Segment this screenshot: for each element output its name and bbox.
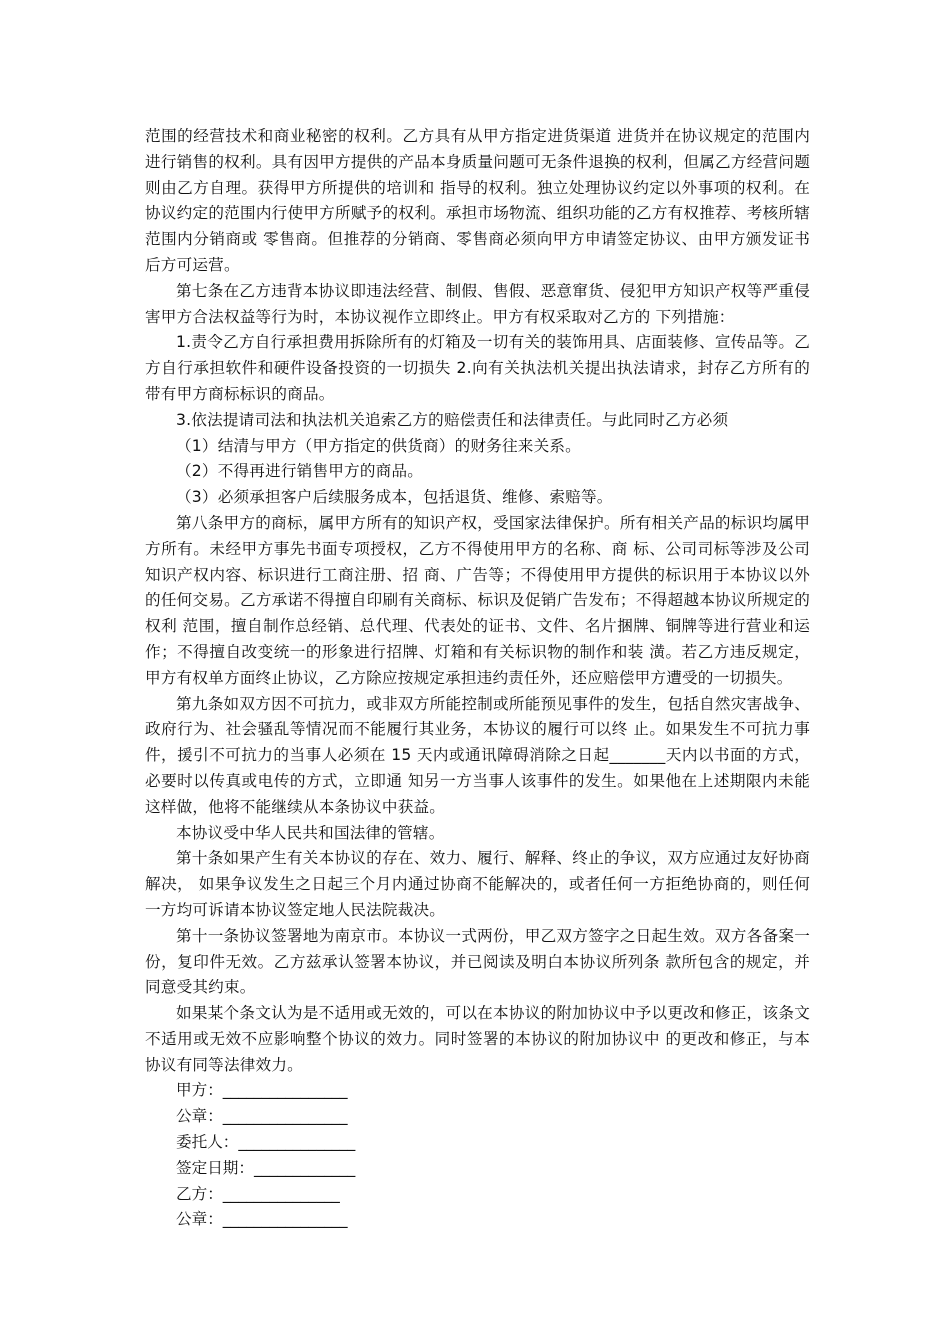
signature-seal-a: 公章：________________ (176, 1107, 348, 1126)
signature-block (145, 1078, 810, 1233)
paragraph-article-11: 第十一条协议签署地为南京市。本协议一式两份，甲乙双方签字之日起生效。双方各备案一份，复印件无效。乙方兹承认签署本协议，并已阅读及明白本协议所列条 款所包含的规定，并同意受其约束。 (145, 926, 810, 997)
list-item-service-costs: （3）必须承担客户后续服务成本，包括退货、维修、索赔等。 (176, 488, 613, 507)
paragraph-measure-3: 3.依法提请司法和执法机关追索乙方的赔偿责任和法律责任。与此同时乙方必须 (176, 410, 729, 429)
paragraph-governing-law: 本协议受中华人民共和国法律的管辖。 (176, 823, 445, 842)
document-body (145, 124, 810, 1233)
paragraph-article-9: 第九条如双方因不可抗力，或非双方所能控制或所能预见事件的发生，包括自然灾害战争、政府行为、社会骚乱等情况而不能履行其业务，本协议的履行可以终 止。如果发生不可抗力事件，援引不可抗力的当事人必须在 15 天内或通讯障碍消除之日起_______天内以书面的方式，必要时以传真或电传的方式，立即通 知另一方当事人该事件的发生。如果他在上述期限内未能这样做，他将不能继续从本条协议中获益。 (145, 694, 810, 816)
paragraph-measure-1-2: 1.责令乙方自行承担费用拆除所有的灯箱及一切有关的装饰用具、店面装修、宣传品等。乙方自行承担软件和硬件设备投资的一切损失 2.向有关执法机关提出执法请求，封存乙方所有的带有甲方商标标识的商品。 (145, 333, 810, 403)
signature-date: 签定日期：_____________ (176, 1158, 356, 1177)
paragraph-article-7: 第七条在乙方违背本协议即违法经营、制假、售假、恶意窜货、侵犯甲方知识产权等严重侵害甲方合法权益等行为时，本协议视作立即终止。甲方有权采取对乙方的 下列措施： (145, 281, 810, 326)
signature-seal-b: 公章：________________ (176, 1210, 348, 1229)
signature-agent: 委托人：_______________ (176, 1133, 356, 1152)
paragraph-article-8: 第八条甲方的商标，属甲方所有的知识产权，受国家法律保护。所有相关产品的标识均属甲方所有。未经甲方事先书面专项授权，乙方不得使用甲方的名称、商 标、公司司标等涉及公司知识产权内容、标识进行工商注册、招 商、广告等；不得使用甲方提供的标识用于本协议以外的任何交易。乙方承诺不得擅自印刷有关商标、标识及促销广告发布；不得超越本协议所规定的权利 范围，擅自制作总经销、总代理、代表处的证书、文件、名片捆牌、铜牌等进行营业和运作；不得擅自改变统一的形象进行招牌、灯箱和有关标识物的制作和装 潢。若乙方违反规定，甲方有权单方面终止协议，乙方除应按规定承担违约责任外，还应赔偿甲方遭受的一切损失。 (145, 513, 810, 687)
paragraph-amendments: 如果某个条文认为是不适用或无效的，可以在本协议的附加协议中予以更改和修正，该条文不适用或无效不应影响整个协议的效力。同时签署的本协议的附加协议中 的更改和修正，与本协议有同等法律效力。 (145, 1004, 810, 1074)
paragraph-rights: 范围的经营技术和商业秘密的权利。乙方具有从甲方指定进货渠道 进货并在协议规定的范围内进行销售的权利。具有因甲方提供的产品本身质量问题可无条件退换的权利，但属乙方经营问题则由乙方自理。获得甲方所提供的培训和 指导的权利。独立处理协议约定以外事项的权利。在协议约定的范围内行使甲方所赋予的权利。承担市场物流、组织功能的乙方有权推荐、考核所辖范围内分销商或 零售商。但推荐的分销商、零售商必须向甲方申请签定协议、由甲方颁发证书后方可运营。 (145, 127, 810, 274)
list-item-no-sales: （2）不得再进行销售甲方的商品。 (176, 462, 424, 481)
signature-party-b: 乙方：_______________ (176, 1184, 340, 1203)
signature-party-a: 甲方：________________ (176, 1081, 348, 1100)
list-item-settle-finance: （1）结清与甲方（甲方指定的供货商）的财务往来关系。 (176, 436, 581, 455)
paragraph-article-10: 第十条如果产生有关本协议的存在、效力、履行、解释、终止的争议，双方应通过友好协商解决， 如果争议发生之日起三个月内通过协商不能解决的，或者任何一方拒绝协商的，则任何一方均可诉请本协议签定地人民法院裁决。 (145, 849, 810, 919)
